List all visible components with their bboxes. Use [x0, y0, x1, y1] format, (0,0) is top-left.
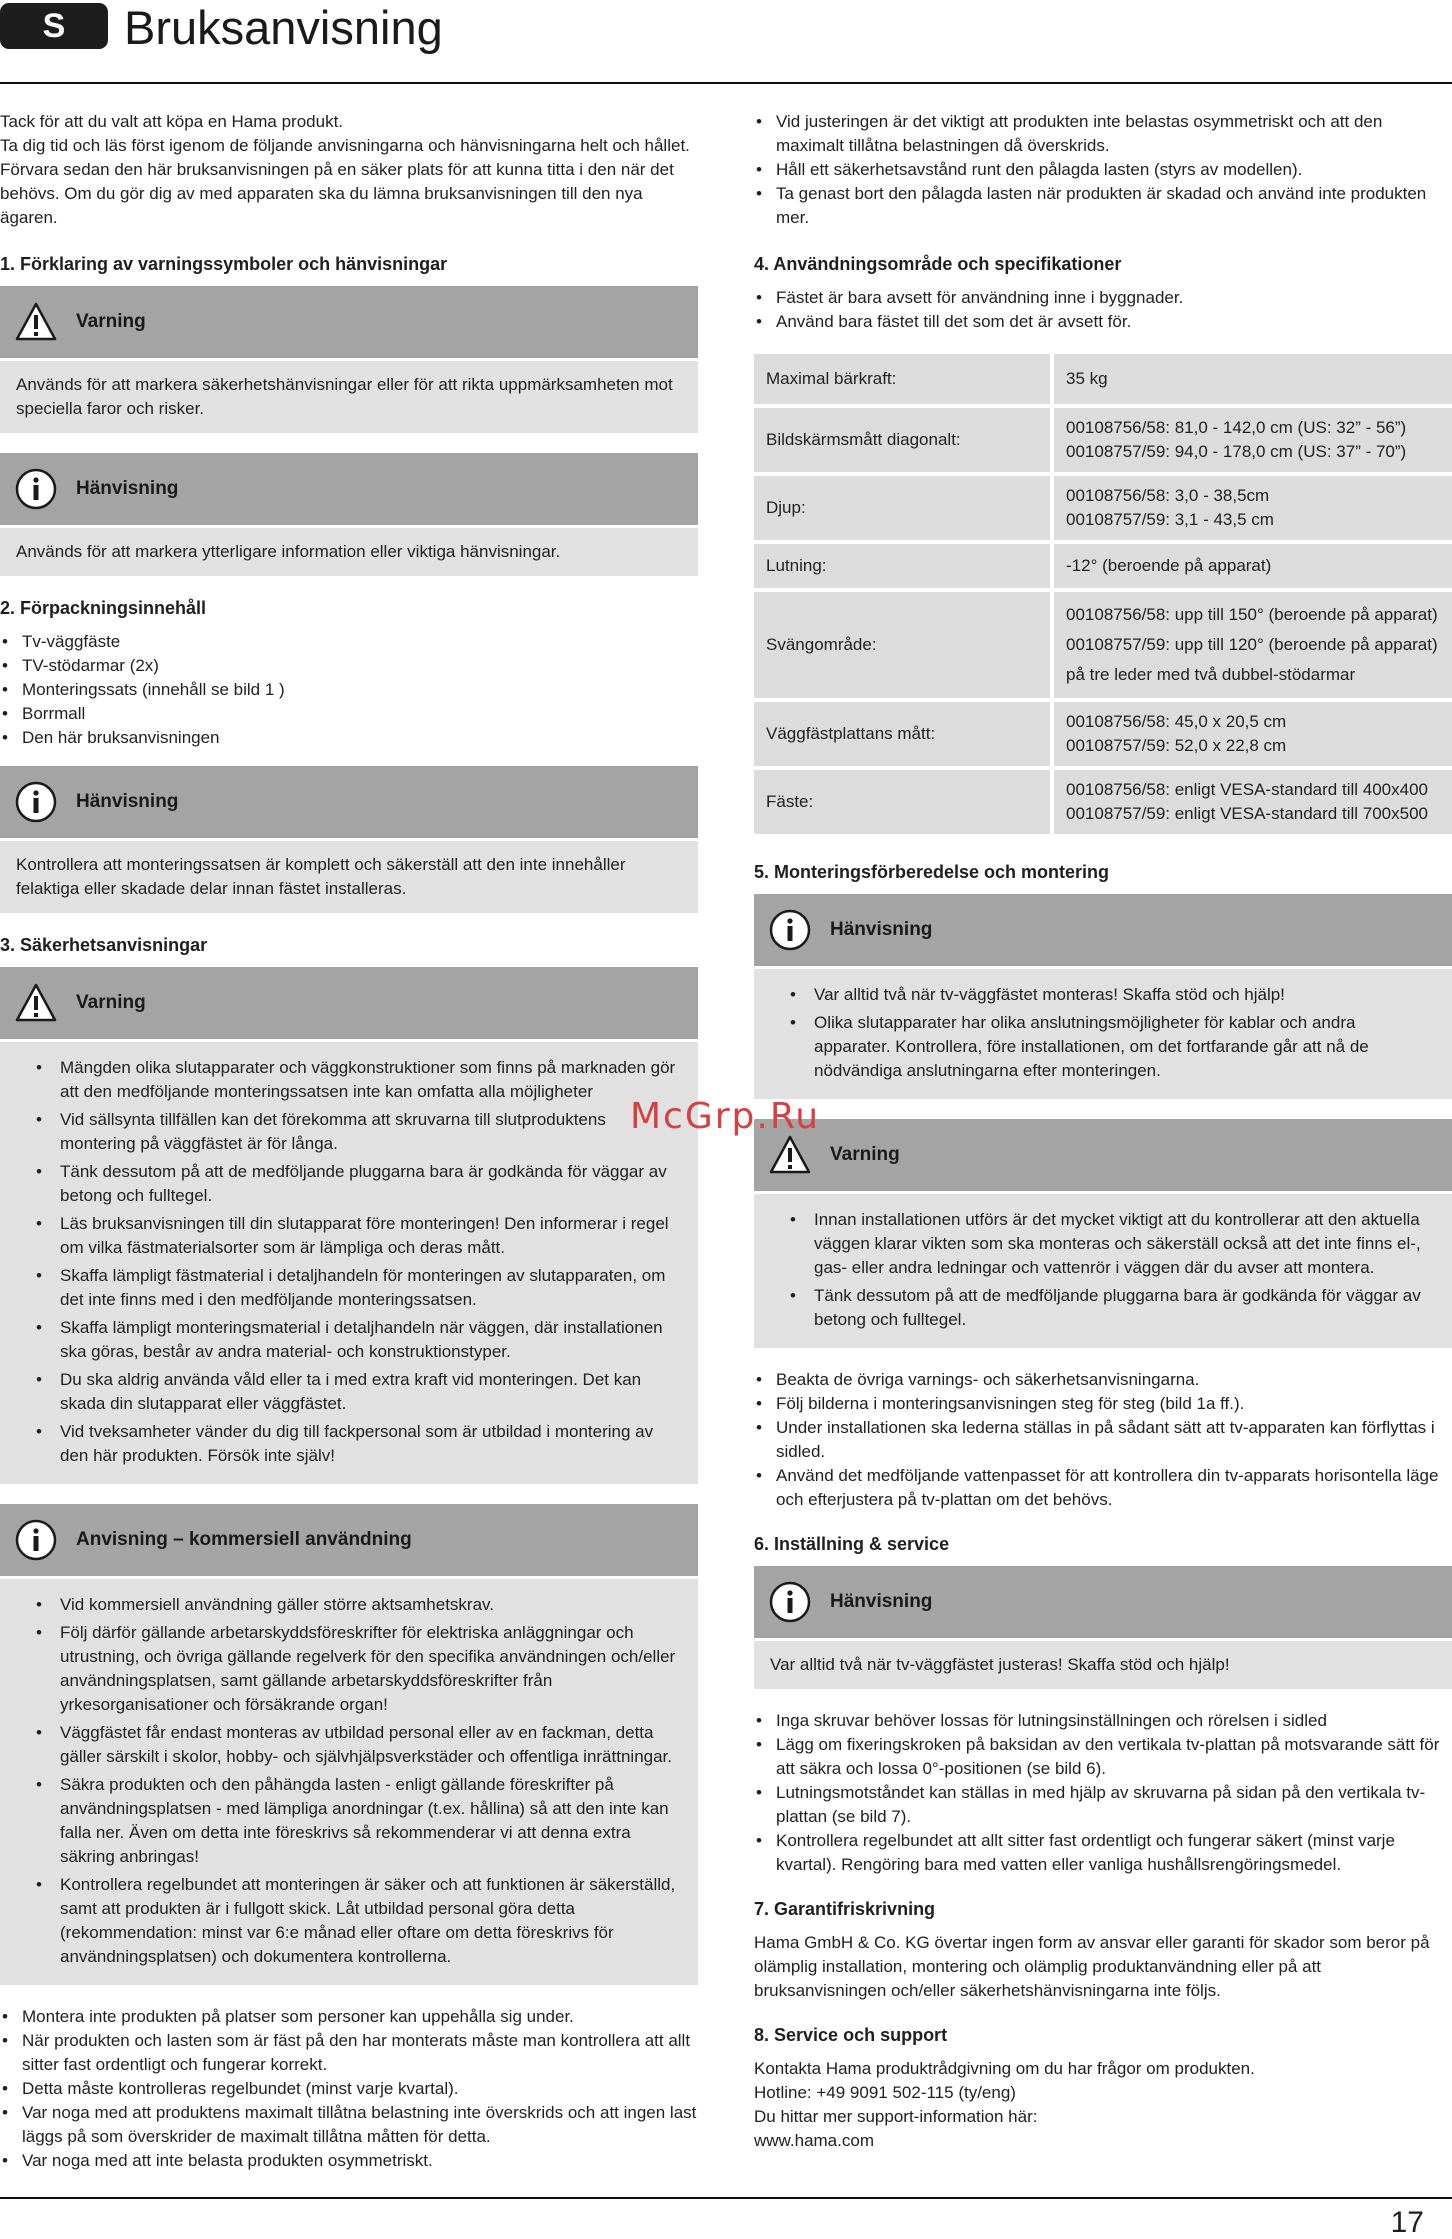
spec-label: Maximal bärkraft:: [754, 354, 1054, 404]
list-item: • Inga skruvar behöver lossas för lutningsinställningen och rörelsen i sidled: [754, 1709, 1452, 1733]
note-box-body: Var alltid två när tv-väggfästet justeras! Skaffa stöd och hjälp!: [754, 1641, 1452, 1689]
mounting-list: [754, 1368, 1452, 1512]
spec-label: Fäste:: [754, 770, 1054, 834]
section-8-title: 8. Service och support: [754, 2025, 948, 2045]
info-icon: [768, 908, 812, 952]
note-box-header: [754, 1566, 1452, 1638]
list-item: • Vid tveksamheter vänder du dig till fackpersonal som är utbildad i montering av den här produkten. Försök inte själv!: [30, 1420, 682, 1468]
note-box-body: [754, 969, 1452, 1099]
note-box-body: Kontrollera att monteringssatsen är komplett och säkerställ att den inte innehåller felaktiga eller skadade delar innan fästet installeras.: [0, 841, 698, 913]
spec-label: Svängområde:: [754, 592, 1054, 698]
commercial-use-box-header: [0, 1504, 698, 1576]
intro-paragraph: Ta dig tid och läs först igenom de följande anvisningarna och hänvisningarna helt och hållet. Förvara sedan den här bruksanvisningen på en säker plats för att kunna titta i den när det behövs. Om du gör dig av med apparaten ska du lämna bruksanvisningen till den nya ägaren.: [0, 136, 690, 227]
warranty-text: Hama GmbH & Co. KG övertar ingen form av ansvar eller garanti för skador som beror på olämplig installation, montering och olämplig produktanvändning eller på att bruksanvisningen och/eller säkerhetshänvisningarna inte följs.: [754, 1933, 1430, 2000]
page-title: Bruksanvisning: [124, 1, 443, 54]
section-7-title: 7. Garantifriskrivning: [754, 1899, 936, 1919]
note-box: [754, 894, 1452, 1099]
note-box-title: Hänvisning: [830, 919, 933, 940]
warning-box-header: [0, 286, 698, 358]
info-icon: [14, 1518, 58, 1562]
list-item: • Lägg om fixeringskroken på baksidan av den vertikala tv-plattan på motsvarande sätt för att säkra och lossa 0°-positionen (se bild 6).: [754, 1733, 1452, 1781]
section-3-title: 3. Säkerhetsanvisningar: [0, 935, 208, 955]
list-item: • Tänk dessutom på att de medföljande pluggarna bara är godkända för väggar av betong och fulltegel.: [30, 1160, 682, 1208]
list-item: • Skaffa lämpligt fästmaterial i detaljhandeln för monteringen av slutapparaten, om det inte finns med i den medföljande monteringssatsen.: [30, 1264, 682, 1312]
language-badge: S: [0, 3, 108, 49]
table-row: [754, 770, 1452, 834]
section-2-title: 2. Förpackningsinnehåll: [0, 598, 207, 618]
watermark: McGrp.Ru: [630, 1096, 821, 1137]
table-row: [754, 354, 1452, 404]
note-box-header: [754, 894, 1452, 966]
service-list: [754, 1709, 1452, 1877]
warning-box-title: Varning: [76, 992, 146, 1013]
warning-box-body: Används för att markera säkerhetshänvisningar eller för att rikta uppmärksamheten mot speciella faror och risker.: [0, 361, 698, 433]
mounting-warning-list: [770, 1206, 1436, 1332]
list-item: • Beakta de övriga varnings- och säkerhetsanvisningarna.: [754, 1368, 1452, 1392]
spec-label: Väggfästplattans mått:: [754, 702, 1054, 766]
safety-warning-list: [16, 1054, 682, 1468]
commercial-use-box-body: [0, 1579, 698, 1985]
safety-list-continued: [754, 110, 1452, 230]
spec-value: 00108756/58: enligt VESA-standard till 400x400 00108757/59: enligt VESA-standard till 700x500: [1054, 770, 1452, 834]
warning-box-title: Varning: [76, 311, 146, 332]
safety-list: [0, 2005, 698, 2173]
section-1-title: 1. Förklaring av varningssymboler och hänvisningar: [0, 254, 448, 274]
list-item: • Använd bara fästet till det som det är avsett för.: [754, 310, 1452, 334]
list-item: • Läs bruksanvisningen till din slutapparat före monteringen! Den informerar i regel om vilka fästmaterialsorter som är lämpliga och deras mått.: [30, 1212, 682, 1260]
section-4-title: 4. Användningsområde och specifikationer: [754, 254, 1122, 274]
footer-rule: [0, 2197, 1452, 2199]
list-item: • Olika slutapparater har olika anslutningsmöjligheter för kablar och andra apparater. Kontrollera, före installationen, om det fortfarande går att nå de nödvändiga anslutningarna efter monteringen.: [784, 1011, 1436, 1083]
note-box-header: [0, 453, 698, 525]
support-website: www.hama.com: [754, 2131, 874, 2150]
list-item: • Var alltid två när tv-väggfästet monteras! Skaffa stöd och hjälp!: [784, 983, 1436, 1007]
warning-box: [0, 967, 698, 1484]
spec-value: 00108756/58: upp till 150° (beroende på apparat) 00108757/59: upp till 120° (beroende på apparat) på tre leder med två dubbel-stödarmar: [1054, 592, 1452, 698]
package-contents-list: [0, 630, 698, 750]
list-item: • Monteringssats (innehåll se bild 1 ): [0, 678, 698, 702]
warning-box: [754, 1119, 1452, 1348]
list-item: • Tänk dessutom på att de medföljande pluggarna bara är godkända för väggar av betong och fulltegel.: [784, 1284, 1436, 1332]
warning-triangle-icon: [768, 1133, 812, 1177]
spec-table: [754, 350, 1452, 838]
commercial-use-box: [0, 1504, 698, 1985]
list-item: • Kontrollera regelbundet att allt sitter fast ordentligt och fungerar säkert (minst varje kvartal). Rengöring bara med vatten eller vanliga hushållsrengöringsmedel.: [754, 1829, 1452, 1877]
info-icon: [768, 1580, 812, 1624]
usage-list: [754, 286, 1452, 334]
support-line: Du hittar mer support-information här:: [754, 2107, 1038, 2126]
list-item: • Tv-väggfäste: [0, 630, 698, 654]
list-item: • När produkten och lasten som är fäst på den har monterats måste man kontrollera att allt sitter fast ordentligt och fungerar korrekt.: [0, 2029, 698, 2077]
note-box-title: Hänvisning: [76, 791, 179, 812]
list-item: • Väggfästet får endast monteras av utbildad personal eller av en fackman, detta gäller särskilt i skolor, hobby- och självhjälpsverkstäder och offentliga inrättningar.: [30, 1721, 682, 1769]
warning-triangle-icon: [14, 300, 58, 344]
list-item: • Du ska aldrig använda våld eller ta i med extra kraft vid monteringen. Det kan skada din slutapparat eller väggfästet.: [30, 1368, 682, 1416]
note-box-title: Hänvisning: [830, 1591, 933, 1612]
info-icon: [14, 780, 58, 824]
list-item: • Lutningsmotståndet kan ställas in med hjälp av skruvarna på sidan på den vertikala tv-plattan (se bild 7).: [754, 1781, 1452, 1829]
support-hotline: Hotline: +49 9091 502-115 (ty/eng): [754, 2083, 1016, 2102]
list-item: • Var noga med att produktens maximalt tillåtna belastning inte överskrids och att ingen last läggs på som överskrider de maximalt tillåtna måtten för detta.: [0, 2101, 698, 2149]
list-item: • Ta genast bort den pålagda lasten när produkten är skadad och använd inte produkten mer.: [754, 182, 1452, 230]
intro: [0, 110, 698, 230]
list-item: • Fästet är bara avsett för användning inne i byggnader.: [754, 286, 1452, 310]
list-item: • Detta måste kontrolleras regelbundet (minst varje kvartal).: [0, 2077, 698, 2101]
list-item: • Skaffa lämpligt monteringsmaterial i detaljhandeln när väggen, där installationen ska göras, består av andra material- och konstruktionstyper.: [30, 1316, 682, 1364]
commercial-use-box-title: Anvisning – kommersiell användning: [76, 1529, 412, 1550]
left-column: [0, 110, 698, 2189]
mounting-note-list: [770, 981, 1436, 1083]
note-box-header: [0, 766, 698, 838]
list-item: • Säkra produkten och den påhängda lasten - enligt gällande föreskrifter på användningsplatsen - med lämpliga anordningar (t.ex. hållina) så att den inte kan falla ner. Även om detta inte föreskrivs så rekommenderar vi att denna extra säkring anbringas!: [30, 1773, 682, 1869]
warning-box-body: [754, 1194, 1452, 1348]
note-box: [0, 766, 698, 913]
table-row: [754, 702, 1452, 766]
table-row: [754, 476, 1452, 540]
list-item: • Kontrollera regelbundet att monteringen är säker och att funktionen är säkerställd, samt att produkten är i fullgott skick. Låt utbildad personal göra detta (rekommendation: minst var 6:e månad eller oftare om detta föreskrivs för användningsplatsen) och dokumentera kontrollerna.: [30, 1873, 682, 1969]
spec-value: 00108756/58: 81,0 - 142,0 cm (US: 32” - 56”) 00108757/59: 94,0 - 178,0 cm (US: 37” - 70”): [1054, 408, 1452, 472]
list-item: • Håll ett säkerhetsavstånd runt den pålagda lasten (styrs av modellen).: [754, 158, 1452, 182]
warning-box-header: [0, 967, 698, 1039]
list-item: • Använd det medföljande vattenpasset för att kontrollera din tv-apparats horisontella läge och efterjustera på tv-plattan om det behövs.: [754, 1464, 1452, 1512]
warning-box-body: [0, 1042, 698, 1484]
spec-value: 00108756/58: 45,0 x 20,5 cm 00108757/59: 52,0 x 22,8 cm: [1054, 702, 1452, 766]
note-box-title: Hänvisning: [76, 478, 179, 499]
spec-value: 00108756/58: 3,0 - 38,5cm 00108757/59: 3,1 - 43,5 cm: [1054, 476, 1452, 540]
list-item: • Vid kommersiell användning gäller större aktsamhetskrav.: [30, 1593, 682, 1617]
spec-value: -12° (beroende på apparat): [1054, 544, 1452, 588]
spec-value: 35 kg: [1054, 354, 1452, 404]
commercial-use-list: [16, 1591, 682, 1969]
support-line: Kontakta Hama produktrådgivning om du har frågor om produkten.: [754, 2059, 1255, 2078]
list-item: • Var noga med att inte belasta produkten osymmetriskt.: [0, 2149, 698, 2173]
list-item: • Vid sällsynta tillfällen kan det förekomma att skruvarna till slutproduktens montering på väggfästet är för långa.: [30, 1108, 682, 1156]
intro-line: Tack för att du valt att köpa en Hama produkt.: [0, 112, 344, 131]
note-box: [754, 1566, 1452, 1689]
note-box: [0, 453, 698, 576]
spec-label: Djup:: [754, 476, 1054, 540]
page-number: 17: [1390, 2206, 1424, 2239]
spec-label: Bildskärmsmått diagonalt:: [754, 408, 1054, 472]
section-5-title: 5. Monteringsförberedelse och montering: [754, 862, 1110, 882]
info-icon: [14, 467, 58, 511]
list-item: • TV-stödarmar (2x): [0, 654, 698, 678]
warning-box-title: Varning: [830, 1144, 900, 1165]
list-item: • Innan installationen utförs är det mycket viktigt att du kontrollerar att den aktuella väggen klarar vikten som ska monteras och säkerställ också att det inte finns el-, gas- eller andra ledningar och vattenrör i väggen där du avser att montera.: [784, 1208, 1436, 1280]
spec-label: Lutning:: [754, 544, 1054, 588]
table-row: [754, 408, 1452, 472]
right-column: [754, 110, 1452, 2153]
page-header: [0, 0, 1452, 84]
section-6-title: 6. Inställning & service: [754, 1534, 950, 1554]
list-item: • Vid justeringen är det viktigt att produkten inte belastas osymmetriskt och att den maximalt tillåtna belastningen då överskrids.: [754, 110, 1452, 158]
warning-triangle-icon: [14, 981, 58, 1025]
list-item: • Följ bilderna i monteringsanvisningen steg för steg (bild 1a ff.).: [754, 1392, 1452, 1416]
list-item: • Under installationen ska lederna ställas in på sådant sätt att tv-apparaten kan förflyttas i sidled.: [754, 1416, 1452, 1464]
table-row: [754, 544, 1452, 588]
list-item: • Mängden olika slutapparater och väggkonstruktioner som finns på marknaden gör att den medföljande monteringssatsen inte kan omfatta alla möjligheter: [30, 1056, 682, 1104]
warning-box: [0, 286, 698, 433]
list-item: • Den här bruksanvisningen: [0, 726, 698, 750]
list-item: • Montera inte produkten på platser som personer kan uppehålla sig under.: [0, 2005, 698, 2029]
warning-box-header: [754, 1119, 1452, 1191]
table-row: [754, 592, 1452, 698]
note-box-body: Används för att markera ytterligare information eller viktiga hänvisningar.: [0, 528, 698, 576]
list-item: • Borrmall: [0, 702, 698, 726]
list-item: • Följ därför gällande arbetarskyddsföreskrifter för elektriska anläggningar och utrustning, och övriga gällande regelverk för den specifika användningen och/eller användningsplatsen, samt gällande arbetarskyddsföreskrifter från yrkesorganisationer och försäkrande organ!: [30, 1621, 682, 1717]
